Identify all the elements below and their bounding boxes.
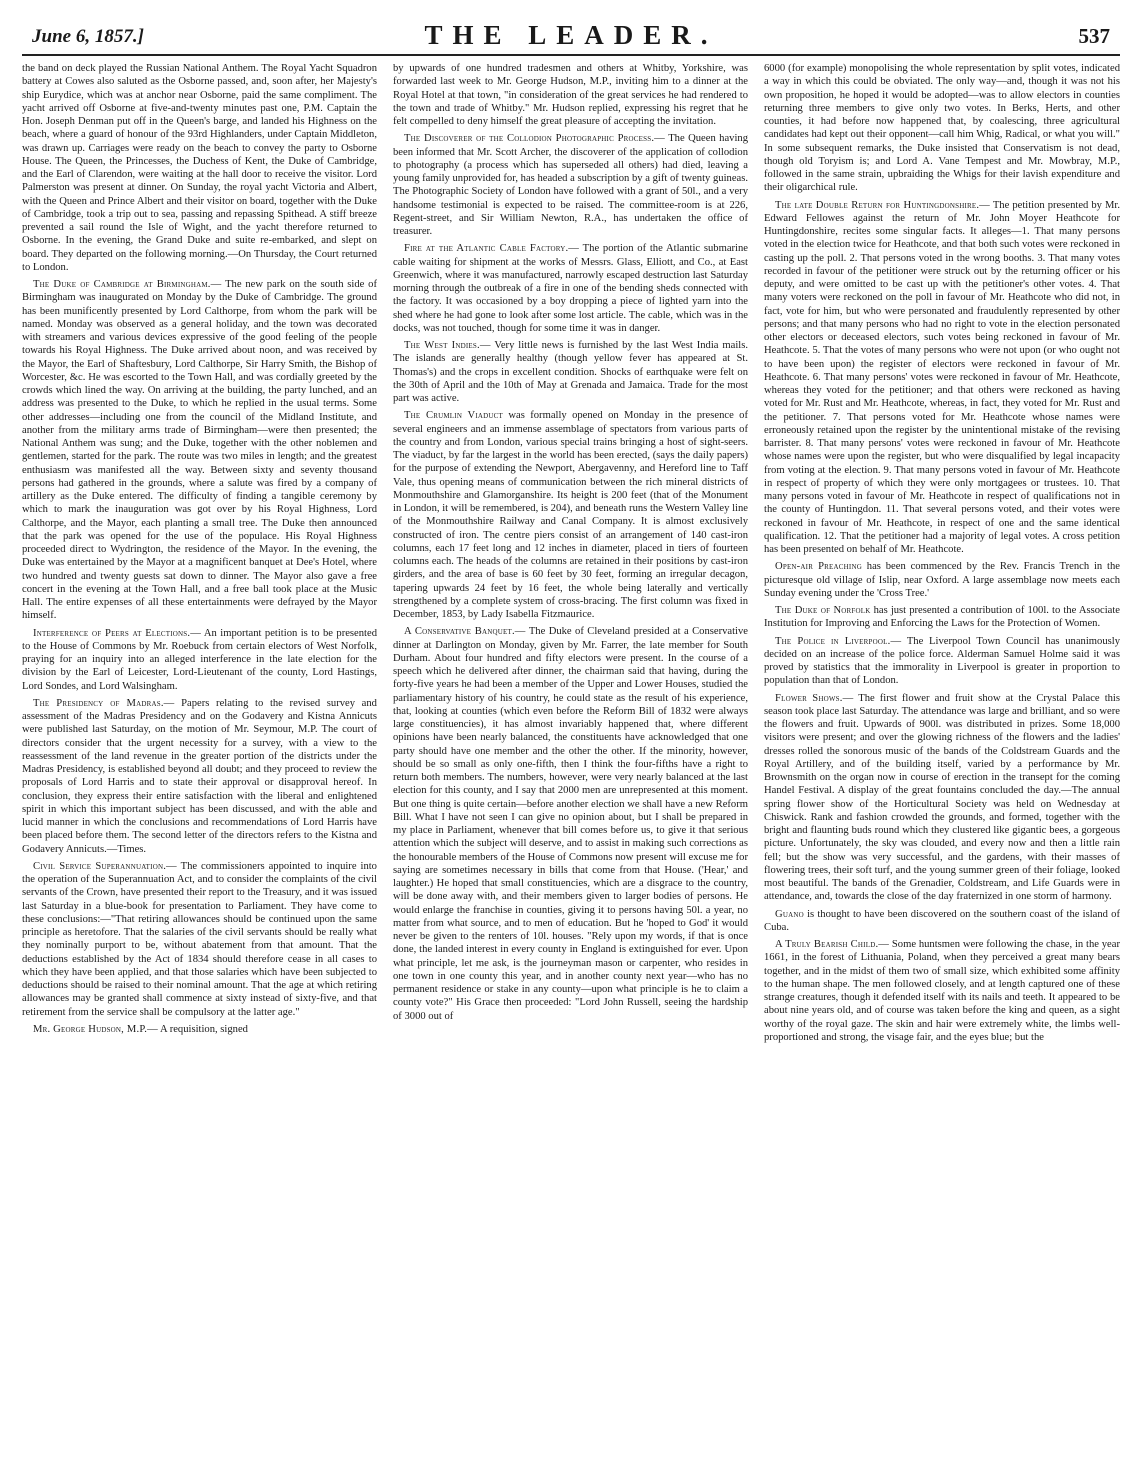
paragraph-text: The petition presented by Mr. Edward Fellowes against the return of Mr. John Moyer Heathcote for Huntingdonshire, recites some singular facts. It alleges—1. That many persons voted in the election twice for Heathcote, and that both such votes were reckoned in casting up the poll. 2. That persons voted in the wrong booths. 3. That many votes recorded in favour of the petitioner were struck out by the returning officer or his deputy, and were omitted to be cast up with the petitioner's other votes. 4. That many voters were reckoned on the poll in favour of Mr. Heathcote who did not, in fact, vote for him, but who were personated and fraudulently represented by other persons; and that many persons who had no right to vote in the election personated other electors or deceased electors, such votes being reckoned in favour of Mr. Heathcote. 5. That the votes of many persons who were not upon (or who ought not to have been upon) the register of electors were reckoned in favour of Mr. Heathcote. 6. That many persons' votes were reckoned in favour of Mr. Heathcote, whereas they voted for the petitioner; and that others were reckoned as having voted for Mr. Rust and Mr. Heathcote, whereas, in fact, they voted for Mr. Rust and the petitioner. 7. That persons voted for Mr. Heathcote whose names were erroneously retained upon the register by the unintentional mistake of the revising barrister. 8. That many persons' votes were reckoned in favour of Mr. Heathcote whose names were upon the register, but who were disqualified by legal incapacity from voting at the election. 9. That many persons voted in favour of Mr. Heathcote in respect of property of which they were only mortgagees or trustees. 10. That many persons voted in favour of Mr. Heathcote in respect of qualifications not in the county of Huntingdon. 11. That several persons voted, and their votes were reckoned in favour of Mr. Heathcote, in respect of one and the same identical qualification. 12. That the petitioner had a majority of legal votes. A cross petition has been presented on behalf of Mr. Heathcote. xyxy=(764,199,1120,555)
paragraph-heading: The late Double Return for Huntingdonshire.— xyxy=(775,199,990,211)
paragraph-heading: Civil Service Superannuation.— xyxy=(33,860,177,872)
paragraph-text: An important petition is to be presented to the House of Commons by Mr. Roebuck from certain electors of West Norfolk, praying for an inquiry into an alleged interference in the late election for the division by the Earl of Leicester, Lord-Lieutenant of the county, Lord Hastings, Lord Sondes, and Lord Walsingham. xyxy=(22,627,377,692)
paragraph-text: The new park on the south side of Birmingham was inaugurated on Monday by the Duke of Cambridge. The ground has been munificently presented by Lord Calthorpe, from whom the park will be named. Monday was observed as a general holiday, and the town was decorated with streamers and various devices expressive of the good feeling of the people towards his Royal Highness. The Duke arrived about noon, and was received by the Mayor, the Earl of Shaftesbury, Lord Calthorpe, Sir Harry Smith, the Bishop of Worcester, &c. He was escorted to the Town Hall, and was cordially greeted by the crowds which lined the way. On arriving at the building, the party lunched, and an address was presented to the Duke, to which he replied in the usual terms. Some other addresses—including one from the council of the Midland Institute, and another from the military arms trade of Birmingham—were then presented; the National Anthem was sung; and the Duke, together with the other noblemen and gentlemen, started for the park. The route was two miles in length; and the greatest enthusiasm was manifested all the way. Between sixty and seventy thousand persons had gathered in the grounds, where a salute was fired by a company of artillery as the Duke entered. The difficulty of finding a tangible ceremony by which to mark the inauguration was got over by his Royal Highness, Lord Calthorpe, and the Mayor, each planting a small tree. The Duke then announced that the park was opened for the use of the populace. His Royal Highness proceeded direct to Wydrington, the residence of the Mayor. In the evening, the Duke was entertained by the Mayor at a magnificent banquet at Dee's Hotel, where two hundred and twenty guests sat down to dinner. The Mayor also gave a free concert in the evening at the Town Hall, and a free ball took place at the Music Hall. The entire expenses of all these entertainments were defrayed by the Mayor himself. xyxy=(22,279,377,622)
news-paragraph xyxy=(764,62,1120,195)
news-paragraph xyxy=(393,409,748,621)
paragraph-heading: The Crumlin Viaduct xyxy=(404,410,503,422)
paragraph-heading: Open-air Preaching xyxy=(775,561,862,573)
news-paragraph xyxy=(22,278,377,623)
paragraph-text: 6000 (for example) monopolising the whole representation by split votes, indicated a way in which this could be obviated. The only way—and, though it was not his own proposition, he hoped it would be adopted—was to allow electors in counties returning three members to give only two votes. In Berks, Herts, and other counties, it had before now happened that, by coalescing, three agricultural candidates had kept out their opponent—call him Whig, Radical, or what you will." In some subsequent remarks, the Duke insisted that Conservatism is not dead, though old Toryism is; and Lord A. Vane Tempest and Mr. Mowbray, M.P., followed in the same strain, upbraiding the Whigs for their lavish expenditure and their oligarchical rule. xyxy=(764,63,1120,194)
news-paragraph xyxy=(764,938,1120,1044)
news-paragraph xyxy=(764,199,1120,557)
paragraph-heading: Interference of Peers at Elections.— xyxy=(33,627,201,639)
news-paragraph xyxy=(393,132,748,238)
news-paragraph xyxy=(393,339,748,405)
paragraph-text: Papers relating to the revised survey and assessment of the Madras Presidency and on the Godavery and Kistna Annicuts were published last Saturday, on the motion of Mr. Seymour, M.P. The court of directors consider that the urgent necessity for a survey, with a view to the reassessment of the land revenue in the greater portion of the districts under the Madras Presidency, is established beyond all doubt; and they proceed to review the proposals of Lord Harris and to state their approval or disapproval hereof. In conclusion, they express their entire satisfaction with the liberal and enlightened spirit in which this important subject has been discussed, and with the able and lucid manner in which the conclusions and recommendations of Lord Harris have been placed before them. The second letter of the directors refers to the Kistna and Godavery Annicuts.—Times. xyxy=(22,697,377,855)
paragraph-text: The commissioners appointed to inquire into the operation of the Superannuation Act, and to consider the complaints of the civil servants of the Crown, have presented their report to the Treasury, and it was issued last Saturday in a blue-book for presentation to Parliament. They have come to these conclusions:—"That retiring allowances should be continued upon the same principle as heretofore. That the salaries of the civil servants should be really what they nominally purport to be, without abatement from that amount. That the deductions established by the Act of 1834 should therefore cease in all cases to which they have been applied, and that those salaries which have been subjected to deductions should be raised to their nominal amount. That the age at which retiring allowances may be granted shall commence at sixty instead of sixty-five, and that retirement from the service shall be compulsory at the latter age." xyxy=(22,860,377,1018)
news-paragraph xyxy=(764,604,1120,631)
column-1 xyxy=(22,62,377,1460)
paragraph-text: The first flower and fruit show at the Crystal Palace this season took place last Saturday. The attendance was large and brilliant, and so were the flowers and fruit. Upwards of 900l. was distributed in prizes. Some 18,000 visitors were present; and over the glowing richness of the flowers and the ladies' dresses rolled the sonorous music of the bands of the Coldstream Guards and the Royal Artillery, and of the building itself, varied by a performance by Mr. Brownsmith on the organ now in course of erection in the transept for the coming Handel Festival. A display of the great fountains concluded the day.—The annual spring flower show of the Horticultural Society was held on Wednesday at Chiswick. Rank and fashion crowded the grounds, and formed, together with the bright and flaunting buds round which they clustered like gigantic bees, a gorgeous picture. Unfortunately, the sky was clouded, and every now and then a little rain fell; but the show was very successful, and the gardens, with their masses of flowering trees, their soft turf, and the young summer green of their foliage, looked most beautiful. The bands of the Grenadier, Coldstream, and Life Guards were in attendance, and, towards the close of the day fraternized in one storm of harmony. xyxy=(764,692,1120,903)
paragraph-heading: A Conservative Banquet.— xyxy=(404,626,526,638)
masthead xyxy=(22,14,1120,56)
paragraph-text: The Liverpool Town Council has unanimously decided on an increase of the police force. Alderman Samuel Holme said it was proved by statistics that the immorality in Liverpool is greater in proportion to population than that of London. xyxy=(764,635,1120,687)
paragraph-text: has just presented a contribution of 100l. to the Associate Institution for Improving and Enforcing the Laws for the Protection of Women. xyxy=(764,605,1120,630)
column-3 xyxy=(764,62,1120,1460)
paragraph-text: A requisition, signed xyxy=(159,1023,248,1035)
paragraph-heading: The West Indies.— xyxy=(404,340,491,351)
issue-date: June 6, 1857.] xyxy=(32,26,144,47)
paragraph-text: Very little news is furnished by the last West India mails. The islands are generally healthy (though yellow fever has appeared at St. Thomas's) and the crops in excellent condition. Shocks of earthquake were felt on the 30th of April and the 10th of May at Grenada and Jamaica. Trade for the most part was active. xyxy=(393,340,748,404)
article-columns xyxy=(22,62,1120,1460)
page-number: 537 xyxy=(1078,24,1110,48)
news-paragraph xyxy=(764,692,1120,904)
paragraph-text: Some huntsmen were following the chase, in the year 1661, in the forest of Lithuania, Poland, when they perceived a great many bears together, and in the midst of them two of small size, which exhibited some affinity to the human shape. The men followed closely, and at length captured one of these strange creatures, though it defended itself with its nails and teeth. It appeared to be about nine years old, and of course was taken before the king and queen, as a sight worthy of the royal gaze. The skin and hair were extremely white, the limbs well-proportioned and strong, the visage fair, and the eyes blue; but the xyxy=(764,939,1120,1043)
paragraph-heading: The Presidency of Madras.— xyxy=(33,697,175,709)
news-paragraph xyxy=(764,560,1120,600)
date-underline xyxy=(22,55,284,56)
paragraph-heading: A Truly Bearish Child.— xyxy=(775,939,890,950)
news-paragraph xyxy=(764,908,1120,935)
paragraph-heading: The Duke of Cambridge at Birmingham.— xyxy=(33,279,222,290)
newspaper-page xyxy=(22,14,1120,1464)
paragraph-heading: Mr. George Hudson, M.P.— xyxy=(33,1023,158,1035)
paragraph-text: The portion of the Atlantic submarine cable waiting for shipment at the works of Messrs. Glass, Elliott, and Co., at East Greenwich, where it was manufactured, narrowly escaped destruction last Saturday morning through the outbreak of a fire in one of the bending sheds connected with the factory. It was occasioned by a boy dropping a piece of lighted yarn into the shed where he had gone to look after some lost article. The cable, which was in the docks, was not touched, though for some time it was in danger. xyxy=(393,243,748,334)
news-paragraph xyxy=(764,635,1120,688)
news-paragraph xyxy=(22,62,377,274)
paragraph-text: was formally opened on Monday in the presence of several engineers and an immense assemblage of spectators from various parts of the country and from London, various special trains bringing a host of sight-seers. The viaduct, by far the largest in the world has been erected, (says the daily papers) for the purpose of extending the Newport, Abergavenny, and Hereford line to Taff Vale, thus opening means of communication between the rich mineral districts of Monmouthshire and Glamorganshire. Its height is 200 feet (that of the Monument in London, it will be remembered, is 204), and beneath runs the Western Valley line of the Monmouthshire Railway and Canal Company. It is almost exclusively constructed of iron. The centre piers consist of an arrangement of 140 cast-iron columns, each 17 feet long and 12 inches in diameter, placed in tiers of fourteen columns each. The heads of the columns are retained in their positions by cast-iron girders, and the area of base is 60 feet by 30 feet, forming an irregular decagon, tapering upwards 24 feet by 16 feet, the whole being laterally and vertically strengthened by a complete system of cross-bracing. The first column was fixed in December, 1853, by Lady Isabella Fitzmaurice. xyxy=(393,410,748,620)
paragraph-text: The Duke of Cleveland presided at a Conservative dinner at Darlington on Monday, given by Mr. Farrer, the late member for South Durham. About four hundred and fifty electors were present. In the course of a speech which he delivered after dinner, the chairman said that having, during the forty-five years he had been a member of the Upper and Lower Houses, studied the parliamentary history of his country, he could state as the result of his experience, that, looking at counties (which even before the Reform Bill of 1832 were always large constituencies), it has almost invariably happened that, where different opinions have been nearly balanced, the constituents have acknowledged that one party should have one member and the other the other. If the minority, however, should be so small as only one-fifth, then I think the four-fifths have a right to return both members. The numbers, however, were very nearly balanced at the last election for this county, and I say that 2000 men are unrepresented at this moment. But one thing is quite certain—before another election we shall have a new Reform Bill. What I have not seen I can give no opinion about, but I shall be prepared in my place in Parliament, whenever that bill comes before us, to give it that serious attention which the subject will deserve, and to assist in making such corrections as the honourable members of the House of Commons now present will excuse me for saying are sometimes necessary in bills that come from that House. ('Hear,' and laughter.) He hoped that small constituencies, which are a disgrace to the country, will be done away with, and their members given to larger bodies of persons. He would enlarge the franchise in counties, giving it to persons having 50l. a year, no matter from what source, and to men of education. But he 'hoped to God' it would never be given to the renters of 10l. houses. "Rely upon my words, if that is once done, the landed interest in every county in England is extinguished for ever. Upon what principle, let me ask, is the journeyman mason or carpenter, who resides in one town in one county this year, and in another county next year—who has no permanent residence or stake in any county—upon what principle is he to claim a county vote?" His Grace then proceeded: "Lord John Russell, seeing the hardship of 3000 out of xyxy=(393,626,748,1022)
paragraph-heading: The Police in Liverpool.— xyxy=(775,635,902,647)
paragraph-text: has been commenced by the Rev. Francis Trench in the picturesque old village of Islip, near Oxford. A large assemblage now meets each Sunday evening under the 'Cross Tree.' xyxy=(764,561,1120,599)
paragraph-heading: The Duke of Norfolk xyxy=(775,605,871,616)
news-paragraph xyxy=(22,860,377,1019)
news-paragraph xyxy=(393,242,748,335)
paragraph-text: by upwards of one hundred tradesmen and others at Whitby, Yorkshire, was forwarded last week to Mr. George Hudson, M.P., inviting him to a dinner at the Royal Hotel at that town, "in consideration of the great services he had rendered to the town and trade of Whitby." Mr. Hudson replied, expressing his regret that he felt compelled to deny himself the great pleasure of accepting the invitation. xyxy=(393,63,748,127)
paragraph-text: The Queen having been informed that Mr. Scott Archer, the discoverer of the application of collodion to photography (a process which has superseded all others) had died, leaving a young family unprovided for, has headed a subscription by a gift of twenty guineas. The Photographic Society of London have followed with a grant of 50l., and a very handsome testimonial is expected to be raised. The committee-room is at 226, Regent-street, and Sir William Newton, R.A., has undertaken the office of treasurer. xyxy=(393,133,748,237)
newspaper-title: THE LEADER. xyxy=(424,20,718,50)
paragraph-heading: Guano xyxy=(775,908,804,920)
news-paragraph xyxy=(393,625,748,1023)
news-paragraph xyxy=(393,62,748,128)
paragraph-text: is thought to have been discovered on the southern coast of the island of Cuba. xyxy=(764,908,1120,933)
news-paragraph xyxy=(22,697,377,856)
paragraph-heading: Fire at the Atlantic Cable Factory.— xyxy=(404,243,580,255)
news-paragraph xyxy=(22,627,377,693)
column-2 xyxy=(393,62,748,1460)
paragraph-heading: Flower Shows.— xyxy=(775,692,854,704)
news-paragraph xyxy=(22,1023,377,1036)
paragraph-text: the band on deck played the Russian National Anthem. The Royal Yacht Squadron battery at Cowes also saluted as the Osborne passed, and, soon after, her Majesty's ship Eurydice, which was at anchor near Osborne, paid the same compliment. The yacht arrived off Osborne at five-and-twenty minutes past one, P.M. Captain the Hon. Joseph Denman put off in the Queen's barge, and landed his Highness on the beach, where a guard of honour of the 93rd Highlanders, under Captain Middleton, was drawn up. Carriages were ready on the beach to convey the party to Osborne House. The Queen, the Princesses, the Duchess of Kent, the Duke of Cambridge, and the Earl of Clarendon, were waiting at the hall door to receive the visitor. Lord Palmerston was present at dinner. On Sunday, the royal yacht Victoria and Albert, with the Queen and Prince Albert and their visitor on board, together with the Duke of Cambridge, took a trip out to sea, passing and repassing Spithead. A stiff breeze prevented a sail round the Isle of Wight, and the yacht therefore returned to Osborne. In the evening, the Grand Duke and suite re-embarked, and slept on board. They departed on the following morning.—On Thursday, the Court returned to London. xyxy=(22,63,377,273)
paragraph-heading: The Discoverer of the Collodion Photographic Process.— xyxy=(404,133,665,145)
